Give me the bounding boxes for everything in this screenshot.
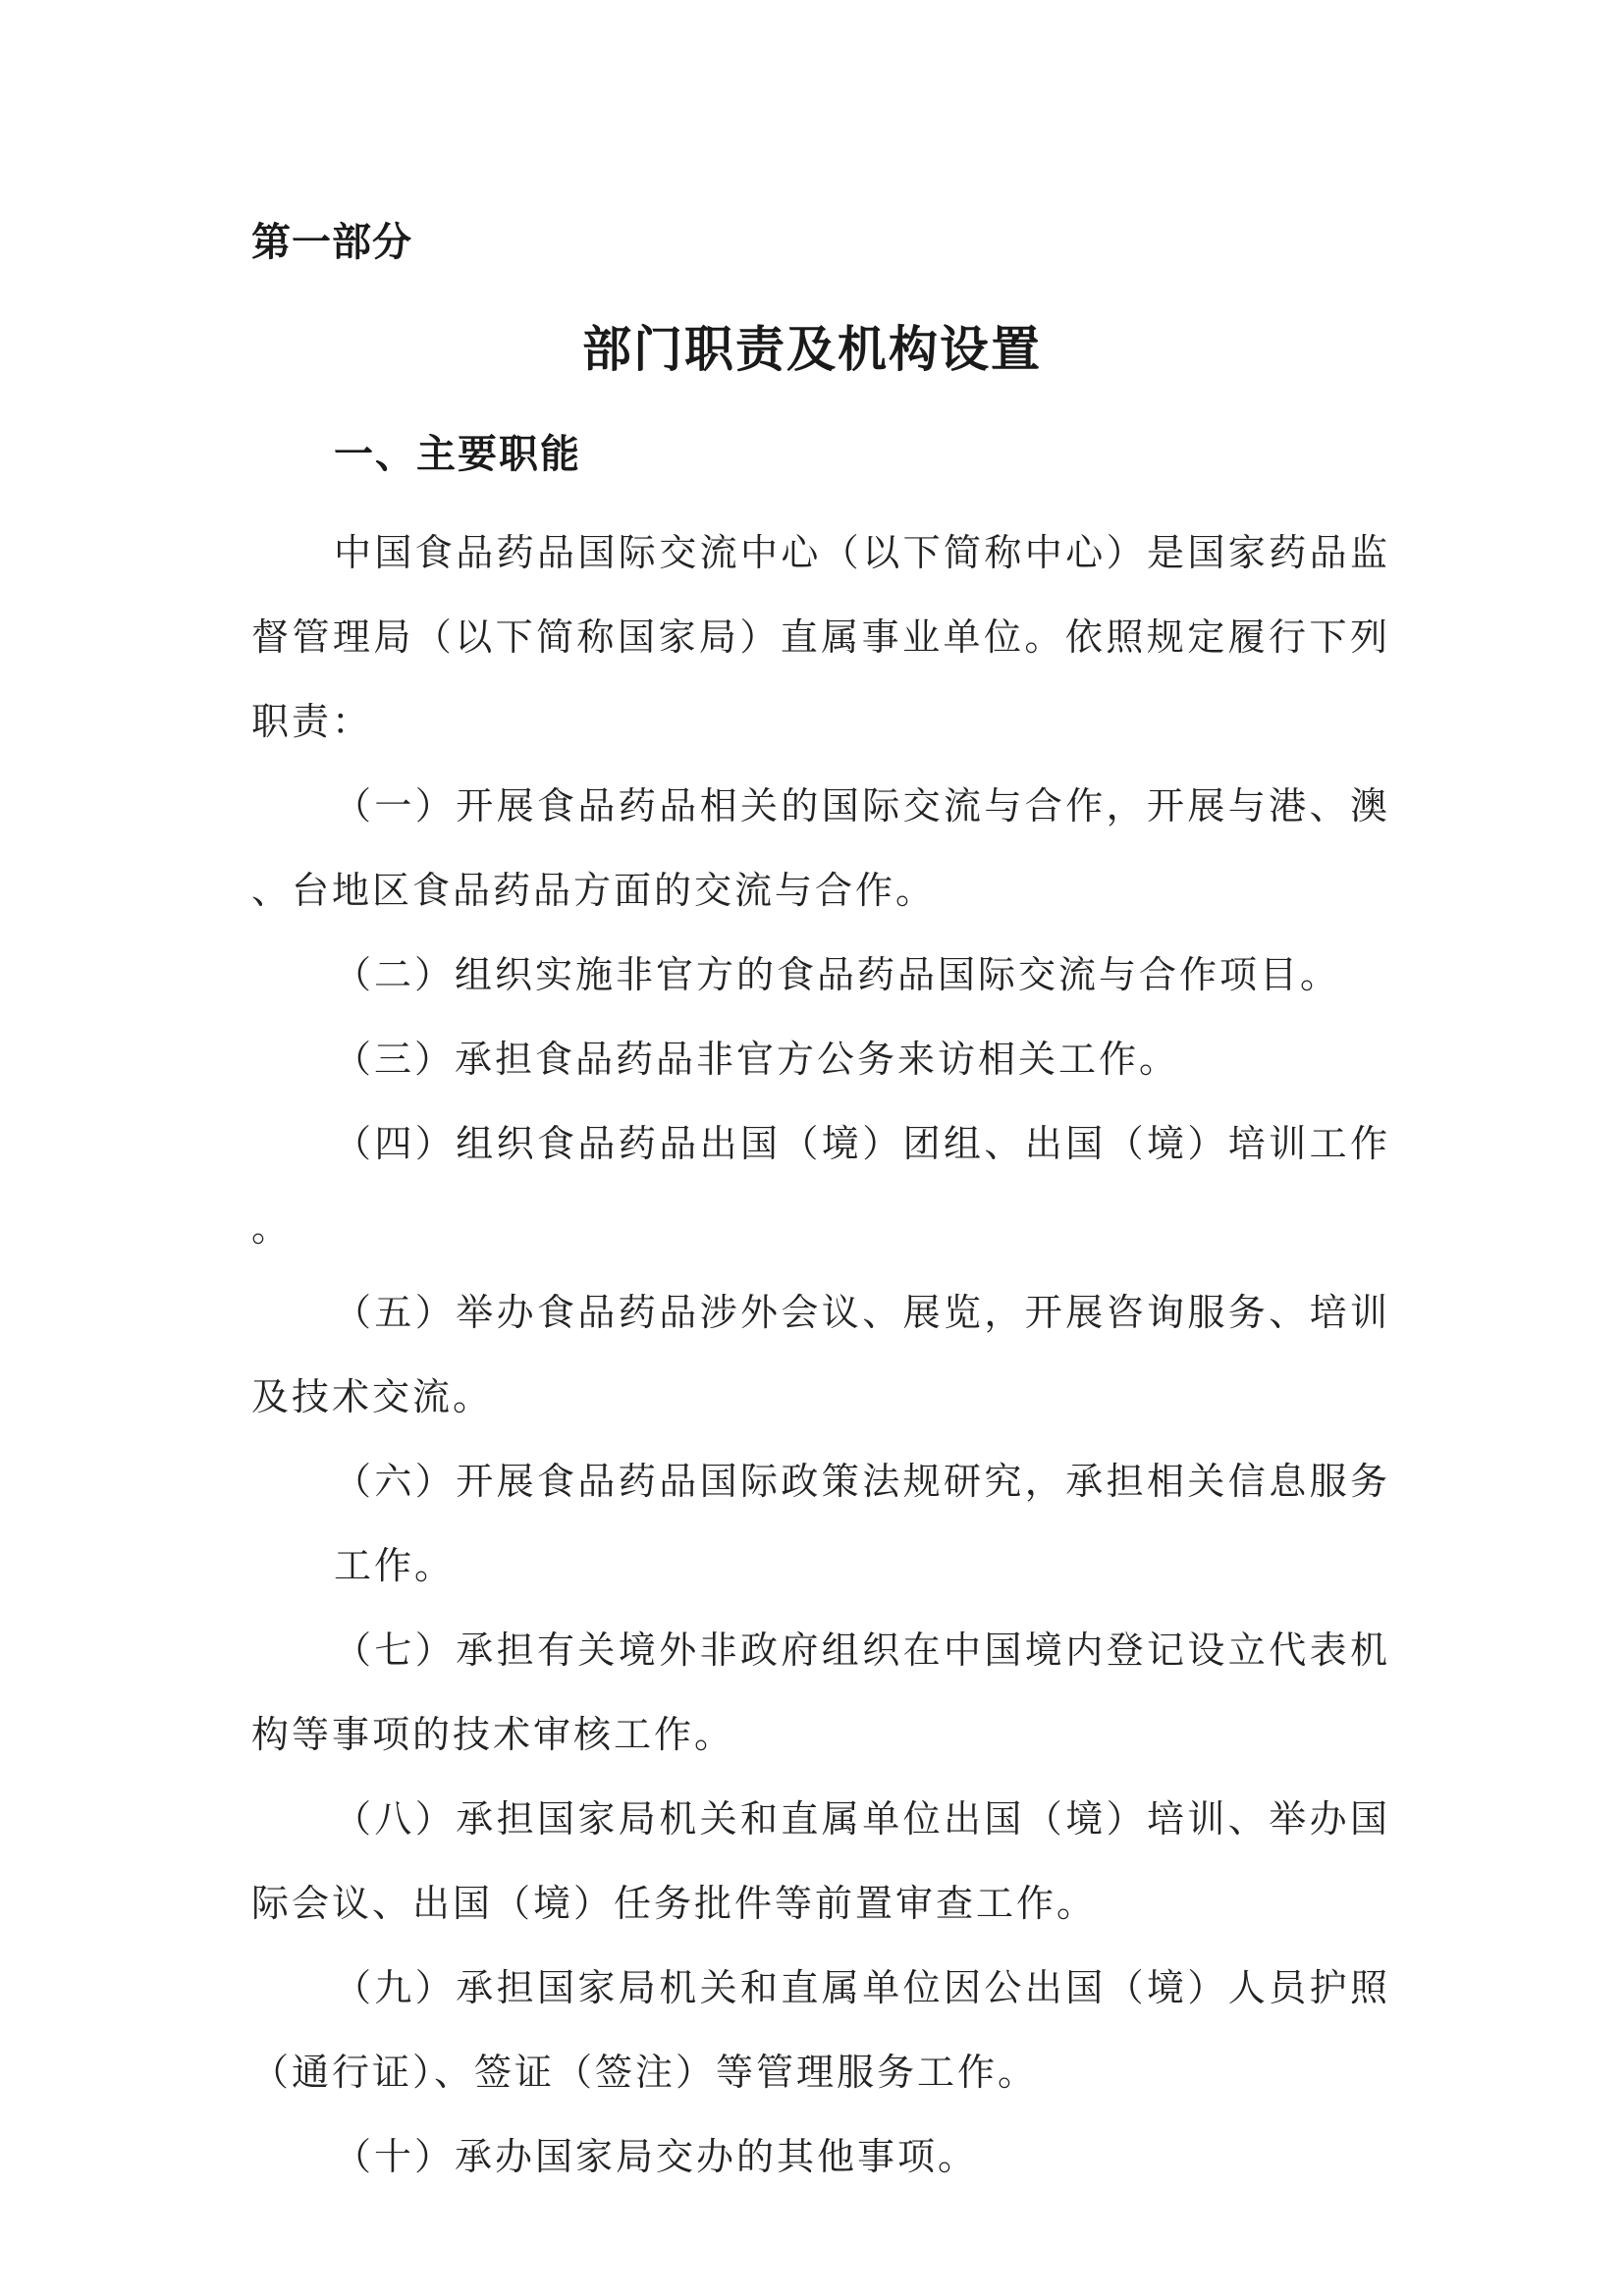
intro-paragraph: 中国食品药品国际交流中心（以下简称中心）是国家药品监督管理局（以下简称国家局）直属事业单位。依照规定履行下列职责： — [251, 531, 1390, 743]
duty-item-10: （十）承办国家局交办的其他事项。 — [334, 2135, 979, 2178]
duty-item-3: （三）承担食品药品非官方公务来访相关工作。 — [334, 1038, 1180, 1081]
duty-item-9: （九）承担国家局机关和直属单位因公出国（境）人员护照（通行证）、签证（签注）等管理服务工作。 — [251, 1966, 1390, 2094]
duty-item-7: （七）承担有关境外非政府组织在中国境内登记设立代表机构等事项的技术审核工作。 — [251, 1629, 1390, 1756]
document-body — [251, 510, 1390, 2199]
duty-item-2: （二）组织实施非官方的食品药品国际交流与合作项目。 — [334, 953, 1341, 996]
section-heading: 一、主要职能 — [334, 432, 581, 477]
duty-item-1: （一）开展食品药品相关的国际交流与合作，开展与港、澳、台地区食品药品方面的交流与合作。 — [251, 784, 1390, 912]
part-title: 第一部分 — [251, 219, 412, 265]
duty-item-8: （八）承担国家局机关和直属单位出国（境）培训、举办国际会议、出国（境）任务批件等前置审查工作。 — [251, 1797, 1390, 1925]
duty-item-6: （六）开展食品药品国际政策法规研究，承担相关信息服务工作。 — [334, 1460, 1390, 1587]
duty-item-4: （四）组织食品药品出国（境）团组、出国（境）培训工作。 — [251, 1122, 1390, 1250]
duty-item-5: （五）举办食品药品涉外会议、展览，开展咨询服务、培训及技术交流。 — [251, 1291, 1390, 1418]
document-title: 部门职责及机构设置 — [582, 320, 1042, 378]
